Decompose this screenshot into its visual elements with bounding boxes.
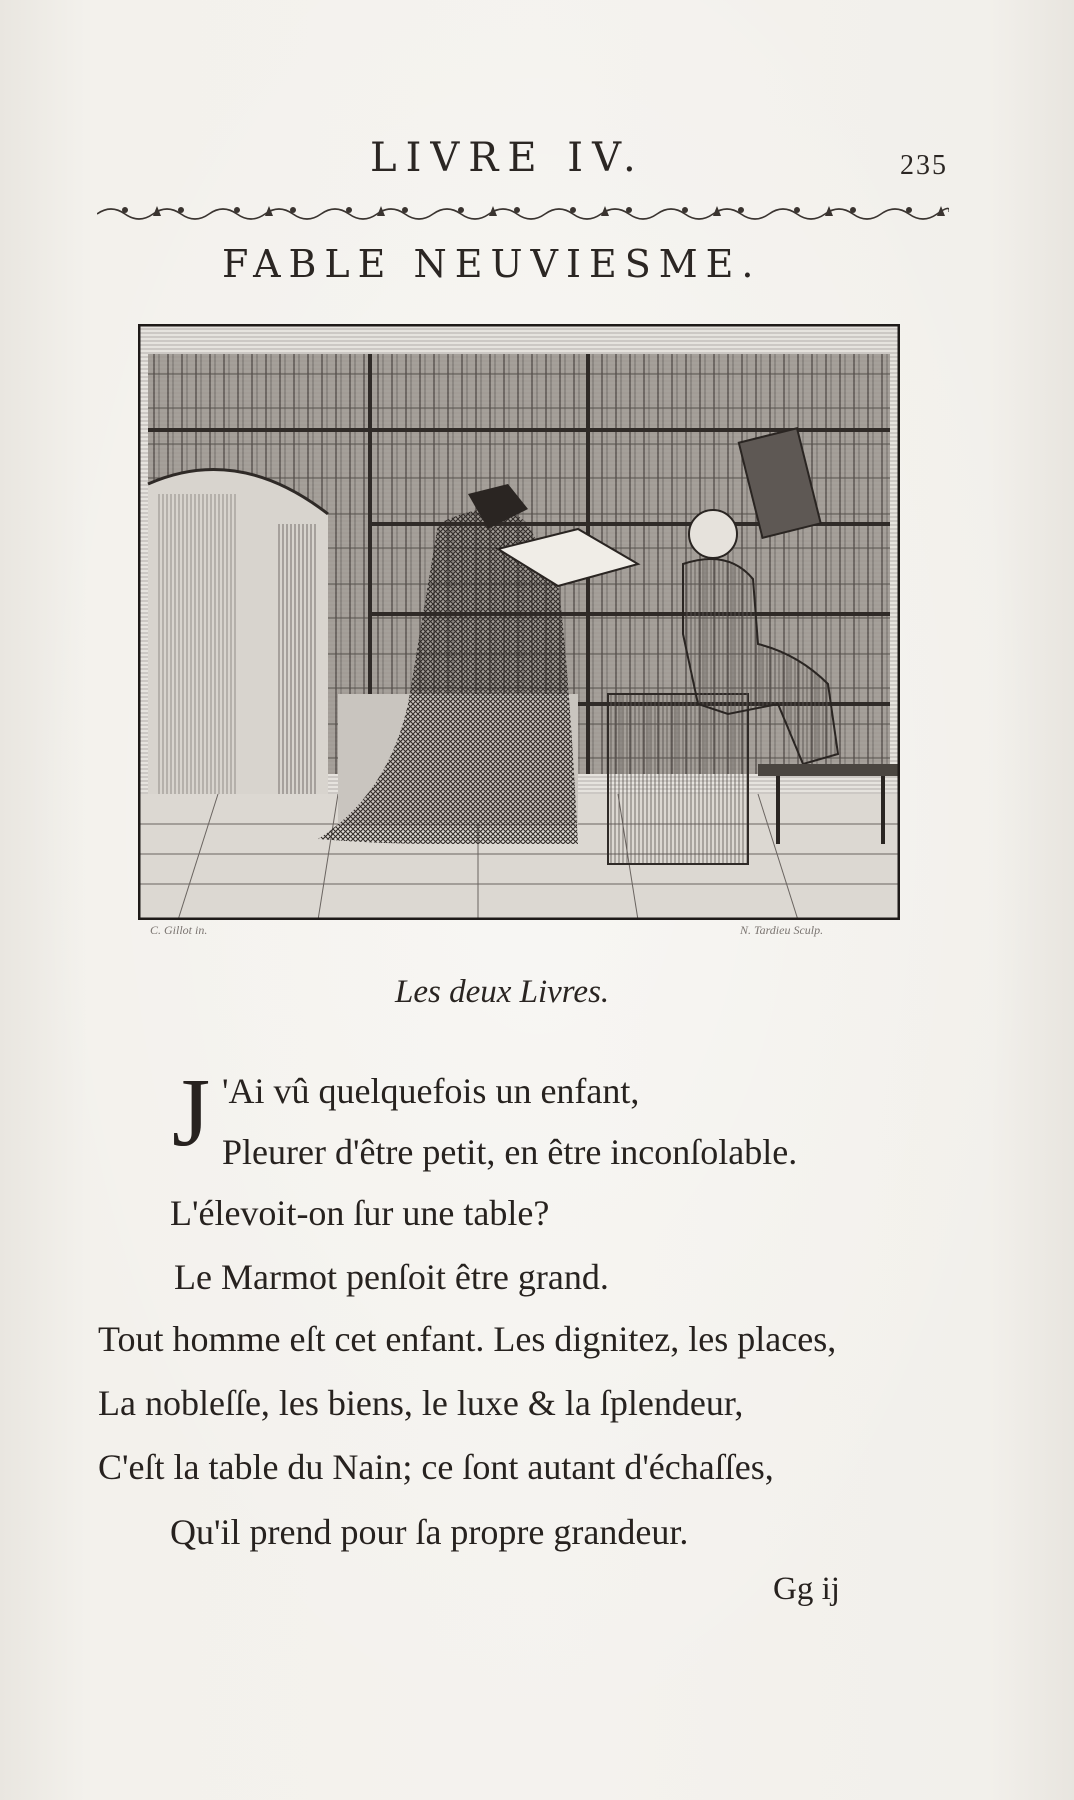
plate-credit-engraver: N. Tardieu Sculp. xyxy=(740,923,824,937)
fable-title: FABLE NEUVIESME. xyxy=(222,242,762,286)
signature-mark: Gg ij xyxy=(773,1571,840,1607)
verse-line-4: Le Marmot penſoit être grand. xyxy=(174,1257,609,1297)
verse-line-6: La nobleſſe, les biens, le luxe & la ſplendeur, xyxy=(98,1383,744,1423)
verse-line-8: Qu'il prend pour ſa propre grandeur. xyxy=(170,1512,689,1552)
running-head: LIVRE IV. xyxy=(370,135,645,181)
verse-line-7: C'eſt la table du Nain; ce ſont autant d'échaſſes, xyxy=(98,1447,774,1487)
plate-caption: Les deux Livres. xyxy=(395,974,610,1010)
plate-credit-designer: C. Gillot in. xyxy=(150,923,208,937)
verse-line-2: Pleurer d'être petit, en être inconſolable. xyxy=(222,1132,798,1172)
verse-line-1: 'Ai vû quelquefois un enfant, xyxy=(222,1071,640,1111)
page-number: 235 xyxy=(900,150,948,181)
drop-cap: J xyxy=(172,1059,211,1167)
engraving-illustration xyxy=(138,324,900,920)
verse-line-3: L'élevoit-on ſur une table? xyxy=(170,1193,550,1233)
verse-line-5: Tout homme eſt cet enfant. Les dignitez, les places, xyxy=(98,1319,837,1359)
ornament-rule xyxy=(97,198,949,226)
